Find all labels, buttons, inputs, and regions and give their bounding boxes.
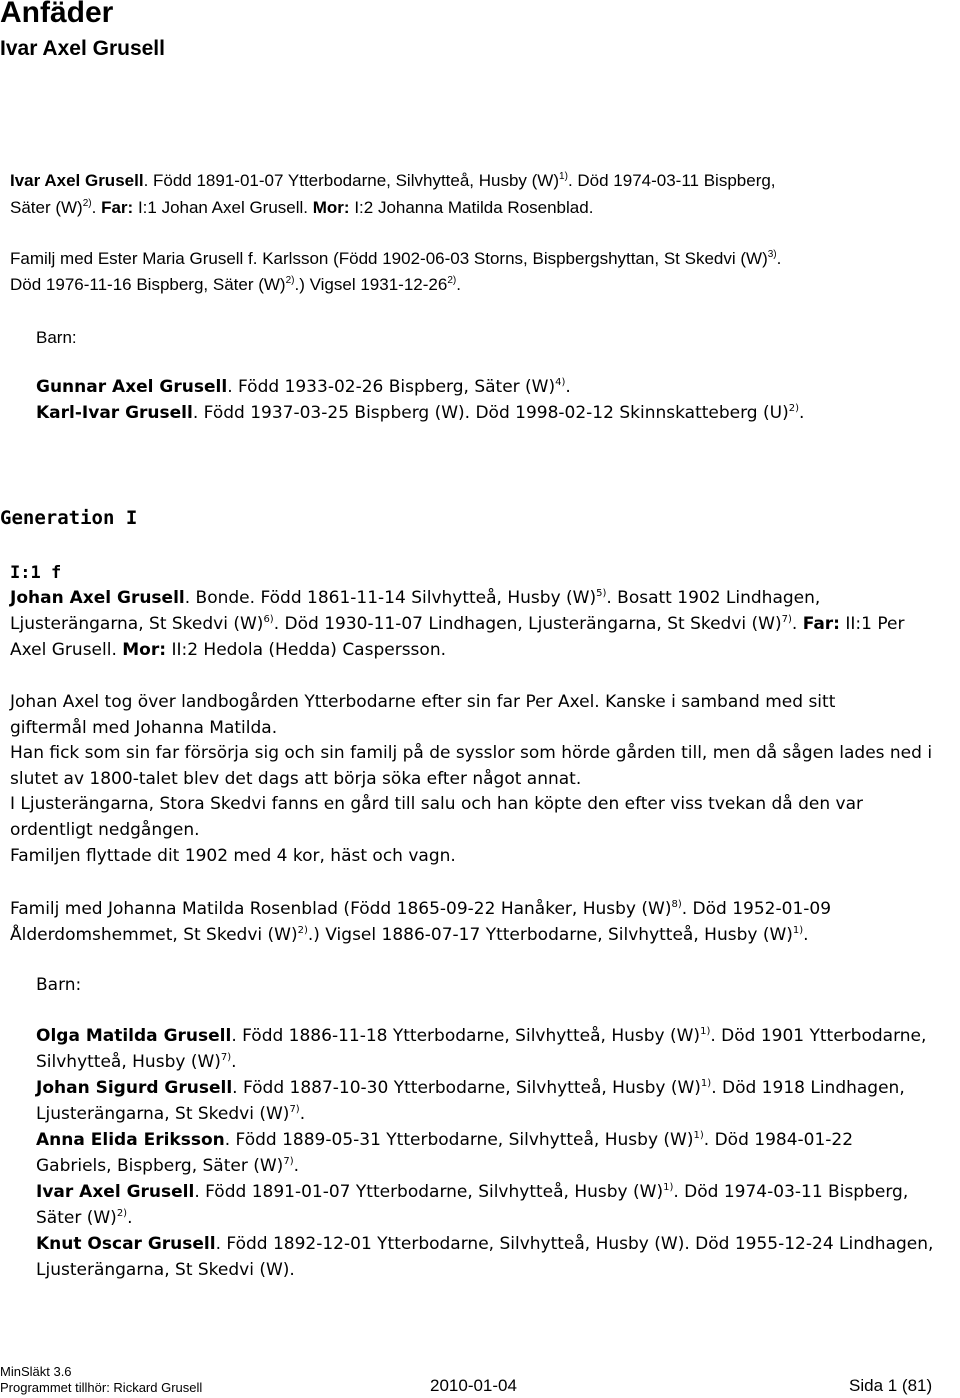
proband-family-line-1: Familj med Ester Maria Grusell f. Karlsson (Född 1902-06-03 Storns, Bispbergshyttan, St Skedvi $(W)^{3)}$. [10,249,782,268]
child-entry: Johan Sigurd Grusell. Född 1887-10-30 Ytterbodarne, Silvhytteå, Husby $(W)^{1)}$. Död 1918 Lindhagen, [36,1078,905,1098]
child-entry-cont: Ljusterängarna, St Skedvi $(W)^{7)}$. [36,1104,306,1124]
note-line: slutet av 1800-talet blev det dags att börja söka efter något annat. [10,769,582,789]
note-line: ordentligt nedgången. [10,820,200,840]
footer-date: 2010-01-04 [430,1376,517,1395]
gen-person-line-3: Axel Grusell. Mor: II:2 Hedola (Hedda) Caspersson. [10,640,446,660]
note-line: I Ljusterängarna, Stora Skedvi fanns en gård till salu och han köpte den efter viss tvekan då den var [10,794,864,814]
proband-line-1: Ivar Axel Grusell. Född 1891-01-07 Ytterbodarne, Silvhytteå, Husby $(W)^{1)}$. Död 1974-03-11 Bispberg, [10,171,776,190]
child-entry: Knut Oscar Grusell. Född 1892-12-01 Ytterbodarne, Silvhytteå, Husby (W). Död 1955-12-24 Lindhagen, [36,1234,934,1254]
proband-child-1: Gunnar Axel Grusell. Född 1933-02-26 Bispberg, Säter $(W)^{4)}$. [36,377,571,397]
footer-program: MinSläkt 3.6 [0,1364,72,1379]
note-line: Johan Axel tog över landbogården Ytterbodarne efter sin far Per Axel. Kanske i samband med sitt [10,692,836,712]
gen-family-line-2: Ålderdomshemmet, St Skedvi $(W)^{2)}$.) Vigsel 1886-07-17 Ytterbodarne, Silvhytteå, Husby $(W)^{1)}$. [10,925,809,945]
note-line: giftermål med Johanna Matilda. [10,718,278,738]
proband-child-2: Karl-Ivar Grusell. Född 1937-03-25 Bispberg (W). Död 1998-02-12 Skinnskatteberg $(U)^{2)}$. [36,403,805,423]
subject-name: Ivar Axel Grusell [0,37,165,60]
note-line: Han fick som sin far försörja sig och sin familj på de sysslor som hörde gården till, men då sågen lades ned i [10,743,933,763]
gen-family-line-1: Familj med Johanna Matilda Rosenblad (Född 1865-09-22 Hanåker, Husby $(W)^{8)}$. Död 1952-01-09 [10,899,832,919]
generation-heading: Generation I [0,507,138,529]
gen-person-line-1: Johan Axel Grusell. Bonde. Född 1861-11-14 Silvhytteå, Husby $(W)^{5)}$. Bosatt 1902 Lindhagen, [10,588,821,608]
footer-page-number: Sida 1 (81) [849,1376,933,1395]
gen-person-line-2: Ljusterängarna, St Skedvi $(W)^{6)}$. Död 1930-11-07 Lindhagen, Ljusterängarna, St Skedvi $(W)^{7)}$. Far: II:1 Per [10,614,905,634]
child-entry-cont: Ljusterängarna, St Skedvi (W). [36,1260,295,1280]
child-entry-cont: Gabriels, Bispberg, Säter $(W)^{7)}$. [36,1156,299,1176]
note-line: Familjen flyttade dit 1902 med 4 kor, häst och vagn. [10,846,456,866]
child-entry: Olga Matilda Grusell. Född 1886-11-18 Ytterbodarne, Silvhytteå, Husby $(W)^{1)}$. Död 1901 Ytterbodarne, [36,1026,927,1046]
proband-children-label: Barn: [36,328,77,347]
page-title: Anfäder [0,0,114,29]
child-entry-cont: Säter $(W)^{2)}$. [36,1208,133,1228]
proband-line-2: Säter $(W)^{2)}$. Far: I:1 Johan Axel Grusell. Mor: I:2 Johanna Matilda Rosenblad. [10,198,594,217]
child-entry: Anna Elida Eriksson. Född 1889-05-31 Ytterbodarne, Silvhytteå, Husby $(W)^{1)}$. Död 1984-01-22 [36,1130,854,1150]
gen-children-label: Barn: [36,975,82,995]
footer-owner: Programmet tillhör: Rickard Grusell [0,1380,203,1395]
person-id: I:1 f [10,563,62,583]
child-entry-cont: Silvhytteå, Husby $(W)^{7)}$. [36,1052,237,1072]
child-entry: Ivar Axel Grusell. Född 1891-01-07 Ytterbodarne, Silvhytteå, Husby $(W)^{1)}$. Död 1974-03-11 Bispberg, [36,1182,909,1202]
proband-family-line-2: Död 1976-11-16 Bispberg, Säter $(W)^{2)}$.) Vigsel 1931-12-26$^{2)}$. [10,275,461,294]
